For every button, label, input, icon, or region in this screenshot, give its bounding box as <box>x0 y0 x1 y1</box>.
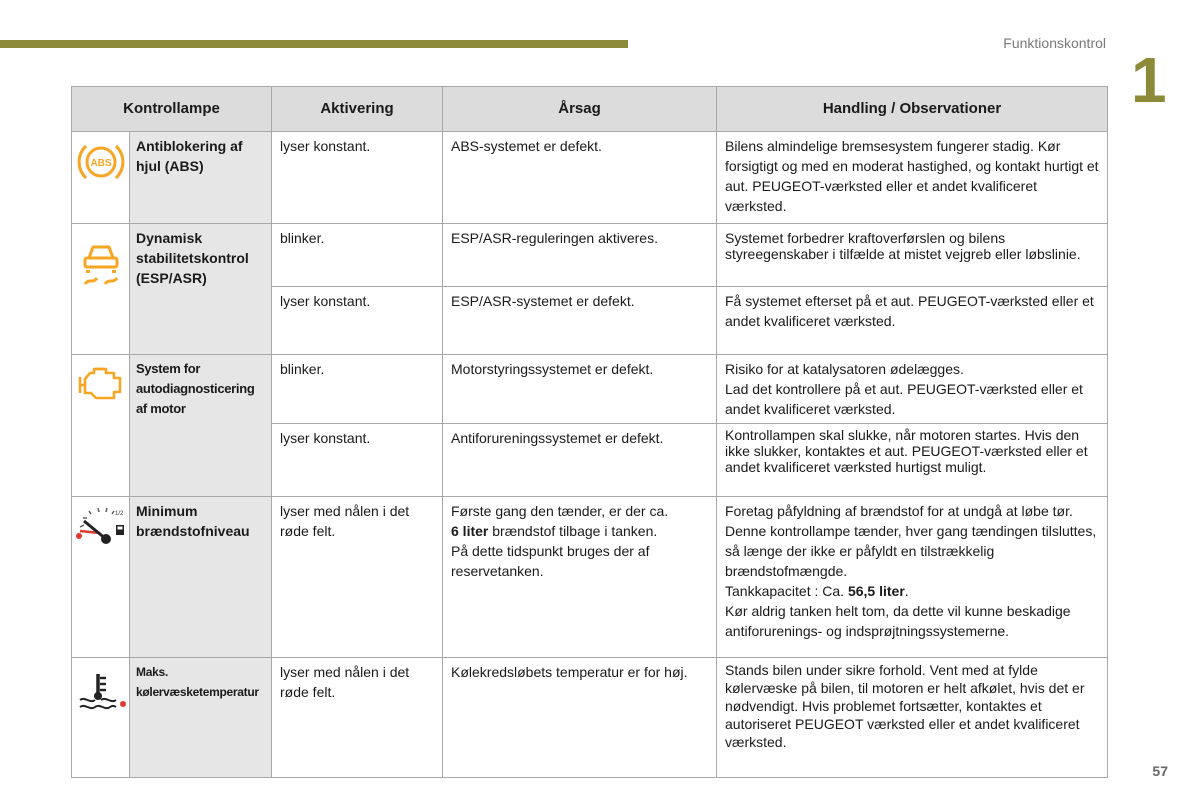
action-abs: Bilens almindelige bremsesystem fungerer stadig. Kør forsigtigt og med en moderat hastighed, og kontakt hurtigt et aut. PEUGEOT-værksted eller et andet kvalificeret værksted. <box>717 132 1108 224</box>
cause-esp-2: ESP/ASR-systemet er defekt. <box>443 287 717 355</box>
chapter-number: 1 <box>1131 44 1167 116</box>
top-accent-bar <box>0 40 628 48</box>
action-engine-1 <box>717 355 1108 424</box>
cause-engine-1: Motorstyringssystemet er defekt. <box>443 355 717 424</box>
header-cause: Årsag <box>443 87 717 132</box>
action-fuel-line1: Foretag påfyldning af brændstof for at undgå at løbe tør. <box>725 503 1073 519</box>
header-lamp: Kontrollampe <box>72 87 272 132</box>
section-title: Funktionskontrol <box>1003 35 1106 51</box>
cause-abs: ABS-systemet er defekt. <box>443 132 717 224</box>
header-action: Handling / Observationer <box>717 87 1108 132</box>
lamp-name-fuel: Minimum brændstofniveau <box>130 497 272 658</box>
action-engine-1-line2: Lad det kontrollere på et aut. PEUGEOT-værksted eller et andet kvalificeret værksted. <box>725 381 1083 417</box>
coolant-temperature-icon <box>76 670 126 712</box>
engine-check-icon <box>76 363 126 403</box>
lamp-name-engine: System for autodiagnosticering af motor <box>130 355 272 497</box>
cause-fuel-line2: brændstof tilbage i tanken. <box>492 523 658 539</box>
table-row <box>72 224 1108 287</box>
action-engine-1-line1: Risiko for at katalysatoren ødelægges. <box>725 361 964 377</box>
tank-capacity-label: Tankkapacitet : Ca. <box>725 583 845 599</box>
action-engine-2: Kontrollampen skal slukke, når motoren startes. Hvis den ikke slukker, kontaktes et aut. PEUGEOT-værksted eller et andet kvalificeret værksted hurtigst muligt. <box>717 424 1108 497</box>
cause-engine-2: Antiforureningssystemet er defekt. <box>443 424 717 497</box>
fuel-gauge-icon <box>74 503 128 551</box>
table-row <box>72 355 1108 424</box>
activation-esp-1: blinker. <box>272 224 443 287</box>
warning-lamp-table <box>71 86 1108 778</box>
lamp-name-coolant: Maks. kølervæsketemperatur <box>130 658 272 778</box>
table-header-row <box>72 87 1108 132</box>
esp-skid-car-icon <box>79 238 123 288</box>
action-fuel-line2: Denne kontrollampe tænder, hver gang tændingen tilsluttes, så længe der ikke er påfyldt en tilstrækkelig brændstofmængde. <box>725 523 1097 579</box>
cause-fuel-bold: 6 liter <box>451 523 489 539</box>
table-row <box>72 497 1108 658</box>
table-row <box>72 132 1108 224</box>
lamp-name-esp: Dynamisk stabilitetskontrol (ESP/ASR) <box>130 224 272 355</box>
activation-coolant: lyser med nålen i det røde felt. <box>272 658 443 778</box>
cause-fuel <box>443 497 717 658</box>
table-row <box>72 658 1108 778</box>
activation-engine-2: lyser konstant. <box>272 424 443 497</box>
lamp-name-abs: Antiblokering af hjul (ABS) <box>130 132 272 224</box>
action-fuel: Foretag påfyldning af brændstof for at undgå at løbe tør. Denne kontrollampe tænder, hver gang tændingen tilsluttes, så længe der ikke er påfyldt en tilstrækkelig brændstofmængde. Tankkapacitet : Ca. 56,5 liter. Kør aldrig tanken helt tom, da dette vil kunne beskadige antiforurenings- og indsprøjtningssystemerne. <box>717 497 1108 658</box>
abs-warning-icon <box>76 140 126 184</box>
cause-esp-1: ESP/ASR-reguleringen aktiveres. <box>443 224 717 287</box>
activation-esp-2: lyser konstant. <box>272 287 443 355</box>
action-esp-2: Få systemet efterset på et aut. PEUGEOT-værksted eller et andet kvalificeret værksted. <box>717 287 1108 355</box>
page-number: 57 <box>1152 763 1168 779</box>
gauge-half-label: 1/2 <box>114 511 123 517</box>
tank-capacity-value: 56,5 liter <box>847 583 905 599</box>
action-coolant: Stands bilen under sikre forhold. Vent med at fylde kølervæske på bilen, til motoren er helt afkølet, hvis det er nødvendigt. Hvis problemet fortsætter, kontaktes et autoriseret PEUGEOT værksted eller et andet kvalificeret værksted. <box>717 658 1108 778</box>
activation-abs: lyser konstant. <box>272 132 443 224</box>
cause-fuel-line1: Første gang den tænder, er der ca. <box>451 503 669 519</box>
action-esp-1: Systemet forbedrer kraftoverførslen og bilens styreegenskaber i tilfælde at mistet vejgreb eller løbslinie. <box>717 224 1108 287</box>
activation-fuel: lyser med nålen i det røde felt. <box>272 497 443 658</box>
activation-engine-1: blinker. <box>272 355 443 424</box>
svg-text:ABS: ABS <box>89 158 112 169</box>
cause-coolant: Kølekredsløbets temperatur er for høj. <box>443 658 717 778</box>
action-fuel-line3: Kør aldrig tanken helt tom, da dette vil kunne beskadige antiforurenings- og indsprøjtningssystemerne. <box>725 603 1071 639</box>
cause-fuel-line3: På dette tidspunkt bruges der af reservetanken. <box>451 543 650 579</box>
header-activation: Aktivering <box>272 87 443 132</box>
